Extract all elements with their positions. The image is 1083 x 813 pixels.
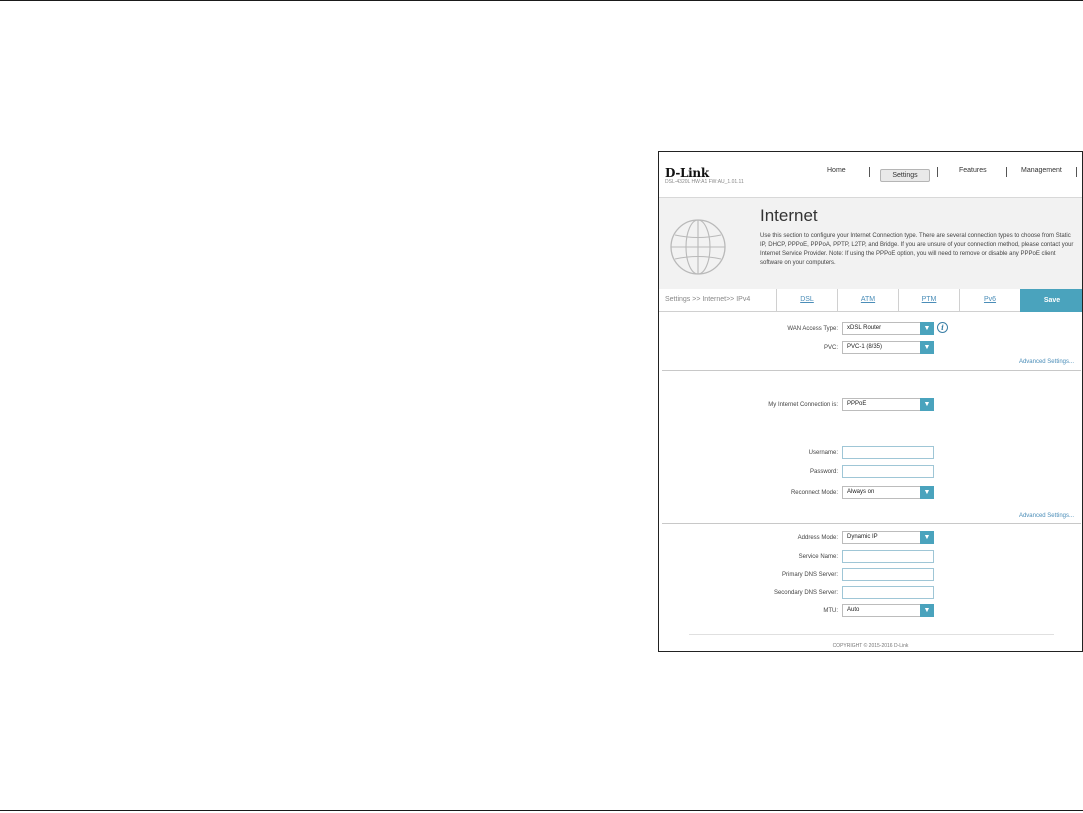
tab-bar xyxy=(659,289,1082,312)
reconnect-mode-label: Reconnect Mode: xyxy=(790,490,838,496)
secondary-dns-label: Secondary DNS Server: xyxy=(773,590,838,596)
chevron-down-icon[interactable]: ▼ xyxy=(920,322,934,335)
tab-ipv6[interactable]: Pv6 xyxy=(959,289,1020,311)
pvc-select[interactable] xyxy=(842,341,934,354)
nav-home[interactable]: Home xyxy=(827,167,846,174)
save-button[interactable]: Save xyxy=(1020,289,1083,312)
page-banner xyxy=(659,197,1082,289)
service-name-label: Service Name: xyxy=(798,554,838,560)
mtu-select[interactable] xyxy=(842,604,934,617)
nav-separator xyxy=(1006,167,1007,177)
wan-access-type-value: xDSL Router xyxy=(847,325,882,331)
section-divider xyxy=(662,370,1081,371)
address-mode-value: Dynamic IP xyxy=(847,534,878,540)
primary-dns-label: Primary DNS Server: xyxy=(781,572,838,578)
section-divider xyxy=(662,523,1081,524)
address-mode-label: Address Mode: xyxy=(797,535,838,541)
internet-connection-label: My Internet Connection is: xyxy=(768,402,838,408)
internet-connection-select[interactable] xyxy=(842,398,934,411)
router-screenshot xyxy=(658,151,1083,652)
tab-atm[interactable]: ATM xyxy=(837,289,898,311)
chevron-down-icon[interactable]: ▼ xyxy=(920,531,934,544)
password-label: Password: xyxy=(809,469,838,475)
info-icon[interactable]: i xyxy=(937,322,948,333)
nav-settings[interactable]: Settings xyxy=(880,169,930,182)
chevron-down-icon[interactable]: ▼ xyxy=(920,398,934,411)
address-mode-select[interactable] xyxy=(842,531,934,544)
mtu-value: Auto xyxy=(847,607,860,613)
wan-access-type-select[interactable] xyxy=(842,322,934,335)
advanced-settings-link-wan[interactable]: Advanced Settings... xyxy=(1018,359,1074,365)
page-description: Use this section to configure your Internet Connection type. There are several connection types to choose from Static IP, DHCP, PPPoE, PPPoA, PPTP, L2TP, and Bridge. If you are unsure of your connection method, please contact your Internet Service Provider. Note: If using the PPPoE option, you will need to remove or disable any PPPoE client software on your computers. xyxy=(760,233,1074,266)
tab-dsl[interactable]: DSL xyxy=(776,289,837,311)
reconnect-mode-value: Always on xyxy=(847,489,875,495)
nav-features[interactable]: Features xyxy=(959,167,987,174)
nav-separator xyxy=(1076,167,1077,177)
chevron-down-icon[interactable]: ▼ xyxy=(920,604,934,617)
page-bottom-rule xyxy=(0,810,1083,811)
dlink-logo: D-Link xyxy=(665,166,709,180)
nav-separator xyxy=(869,167,870,177)
username-input[interactable] xyxy=(842,446,934,459)
page-top-rule xyxy=(0,0,1083,1)
service-name-input[interactable] xyxy=(842,550,934,563)
chevron-down-icon[interactable]: ▼ xyxy=(920,341,934,354)
wan-access-type-label: WAN Access Type: xyxy=(787,326,838,332)
reconnect-mode-select[interactable] xyxy=(842,486,934,499)
secondary-dns-input[interactable] xyxy=(842,586,934,599)
globe-icon xyxy=(667,216,729,278)
mtu-label: MTU: xyxy=(823,608,838,614)
username-label: Username: xyxy=(808,450,838,456)
breadcrumb: Settings >> Internet>> IPv4 xyxy=(665,296,751,303)
primary-dns-input[interactable] xyxy=(842,568,934,581)
chevron-down-icon[interactable]: ▼ xyxy=(920,486,934,499)
copyright: COPYRIGHT © 2015-2016 D-Link xyxy=(832,643,909,649)
password-input[interactable] xyxy=(842,465,934,478)
nav-management[interactable]: Management xyxy=(1021,167,1062,174)
advanced-settings-link-connection[interactable]: Advanced Settings... xyxy=(1018,513,1074,519)
model-info: DSL-4320L HW:A1 FW:AU_1.01.11 xyxy=(665,179,744,185)
pvc-value: PVC-1 (8/35) xyxy=(847,344,883,350)
footer-divider xyxy=(689,634,1054,635)
pvc-label: PVC: xyxy=(823,345,838,351)
header xyxy=(659,152,1082,197)
tab-ptm[interactable]: PTM xyxy=(898,289,959,311)
nav-separator xyxy=(937,167,938,177)
internet-connection-value: PPPoE xyxy=(847,401,867,407)
page-title: Internet xyxy=(760,206,818,225)
